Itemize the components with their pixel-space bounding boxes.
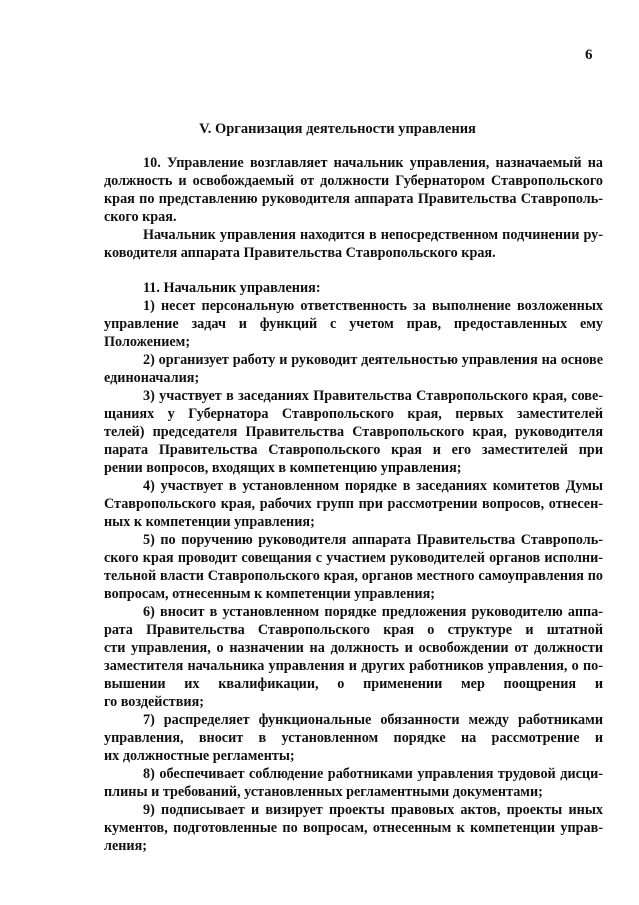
text-line: 11. Начальник управления: <box>143 280 321 296</box>
text-line: края по представлению руководителя аппарата Правительства Ставрополь- <box>104 191 603 207</box>
text-line: парата Правительства Ставропольского края и его заместителей при <box>104 442 603 458</box>
text-line: Ставропольского края, рабочих групп при рассмотрении вопросов, отнесен- <box>104 496 603 512</box>
text-line: ского края. <box>104 209 177 225</box>
text-line: должность и освобождаемый от должности Губернатором Ставропольского <box>104 173 603 189</box>
text-line: вышении их квалификации, о применении мер поощрения и <box>104 676 603 692</box>
text-line: 8) обеспечивает соблюдение работниками управления трудовой дисци- <box>143 766 603 782</box>
text-line: го воздействия; <box>104 694 204 710</box>
text-line: сти управления, о назначении на должность и освобождении от должности <box>104 640 603 656</box>
section-title: V. Организация деятельности управления <box>199 121 476 137</box>
text-line: ных к компетенции управления; <box>104 514 315 530</box>
text-line: 1) несет персональную ответственность за выполнение возложенных <box>143 298 603 314</box>
text-line: плины и требований, установленных регламентными документами; <box>104 784 543 800</box>
page-number: 6 <box>585 47 593 63</box>
text-line: ководителя аппарата Правительства Ставропольского края. <box>104 245 496 261</box>
text-line: 4) участвует в установленном порядке в заседаниях комитетов Думы <box>143 478 603 494</box>
text-line: ления; <box>104 838 148 854</box>
text-line: 2) организует работу и руководит деятельностью управления на основе <box>143 352 603 368</box>
text-line: 5) по поручению руководителя аппарата Правительства Ставрополь- <box>143 532 603 548</box>
text-line: кументов, подготовленные по вопросам, отнесенным к компетенции управ- <box>104 820 603 836</box>
text-line: тельной власти Ставропольского края, органов местного самоуправления по <box>104 568 603 584</box>
text-line: их должностные регламенты; <box>104 748 295 764</box>
text-line: 6) вносит в установленном порядке предложения руководителю аппа- <box>143 604 603 620</box>
text-line: Положением; <box>104 334 191 350</box>
text-line: единоначалия; <box>104 370 200 386</box>
text-line: 7) распределяет функциональные обязанности между работниками <box>143 712 603 728</box>
text-line: Начальник управления находится в непосредственном подчинении ру- <box>143 227 603 243</box>
text-line: управление задач и функций с учетом прав, предоставленных ему <box>104 316 603 332</box>
text-line: 10. Управление возглавляет начальник управления, назначаемый на <box>143 155 603 171</box>
text-line: 9) подписывает и визирует проекты правовых актов, проекты иных <box>143 802 603 818</box>
text-line: управления, вносит в установленном порядке на рассмотрение и <box>104 730 603 746</box>
text-line: вопросам, отнесенным к компетенции управления; <box>104 586 435 602</box>
text-line: заместителя начальника управления и других работников управления, о по- <box>104 658 603 674</box>
text-line: 3) участвует в заседаниях Правительства Ставропольского края, сове- <box>143 388 603 404</box>
text-line: ского края проводит совещания с участием руководителей органов исполни- <box>104 550 603 566</box>
text-line: щаниях у Губернатора Ставропольского края, первых заместителей <box>104 406 603 422</box>
text-line: рении вопросов, входящих в компетенцию управления; <box>104 460 462 476</box>
text-line: телей) председателя Правительства Ставропольского края, руководителя <box>104 424 603 440</box>
text-line: рата Правительства Ставропольского края о структуре и штатной <box>104 622 603 638</box>
